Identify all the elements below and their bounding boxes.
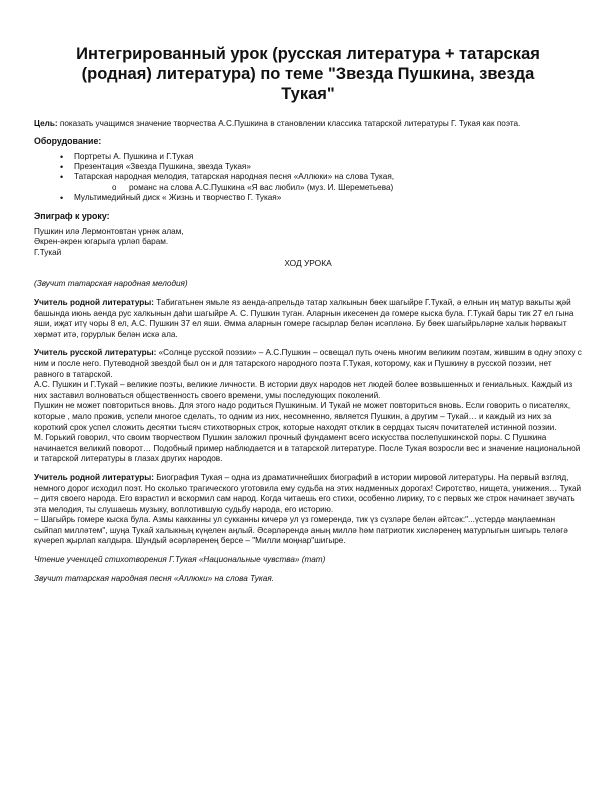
native-teacher-paragraph-3: – Шагыйрь гомере кыска була. Азмы какканны ул сукканны кичерә ул үз гомерендә, тик үз сүзләре белән әйтсәк:"...үстердә маңлаемнан сыйпап милләтем", шуңа Тукай халыкның күңелен аңлый. Әсәрләрендә аның миллә һәм патриотик хисләренең матурлыгын шигырь теләгә күчереп җырлап калдыра. Шундый әсәрләренең берсе – "Милли моңнар"шигыре. — [34, 515, 568, 546]
native-teacher-text: Табигатьнен ямьле яз аенда-апрельдә татар халкынын бөек шагыйре Г.Тукай, ә елнын иң матур вакыты җәй башында июнь аенда рус халкынын даһи шагыйре А. С. Пушкин туган. Аларнын икесенен дә гомере кыска була. Г.Тукай бары тик 27 ел гына яши, иҗат итү чоры 8 ел, А.С. Пушкин 37 ел яши. Әмма аларнын гомере гасырлар белән исәпләнә. Бу бөек шагыйрьләрне халык һәрвакыт хөрмәт итә, горурлык белән искә ала. — [34, 298, 574, 339]
list-item: • Презентация «Звезда Пушкина, звезда Тукая» — [74, 162, 582, 172]
native-teacher-paragraph-1 — [34, 298, 582, 340]
russian-teacher-paragraph: Пушкин не может повториться вновь. Для этого надо родиться Пушкиным. И Тукай не может повториться вновь. Если говорить о писателях, которые , мало прожив, успели многое сделать, то одним из них, несомненно, является Пушкин, а другим – Тукай… и каждый из них за короткий срок успел сложить десятки тысяч стихотворных строк, которые находят отклик в сердцах тысяч почитателей истинной поэзии. — [34, 401, 571, 432]
song-note: Звучит татарская народная песня «Аллюки» на слова Тукая. — [34, 573, 274, 583]
russian-teacher-paragraph: М. Горький говорил, что своим творчеством Пушкин заложил прочный фундамент всего искусства послепушкинской поры. С Пушкина начинается великий поворот… Подобный пример наблюдается и в татарской литературе. После Тукая возросли вес и значение национальной и татарской литературы в глазах других народов. — [34, 433, 581, 464]
russian-teacher-label: Учитель русской литературы: — [34, 348, 157, 358]
goal-label: Цель: — [34, 119, 58, 128]
document-page — [34, 44, 582, 589]
goal-paragraph — [34, 119, 582, 130]
equipment-heading: Оборудование: — [34, 135, 102, 146]
list-item: • Татарская народная мелодия, татарская народная песня «Аллюки» на слова Тукая, — [74, 172, 582, 182]
epigraph-author: Г.Тукай — [34, 247, 62, 257]
native-teacher-label: Учитель родной литературы: — [34, 298, 155, 307]
list-item: • Мультимедийный диск « Жизнь и творчество Г. Тукая» — [74, 193, 582, 203]
list-item: • Портреты А. Пушкина и Г.Тукая — [74, 152, 582, 162]
lesson-heading: ХОД УРОКА — [284, 258, 332, 269]
epigraph-heading: Эпиграф к уроку: — [34, 210, 110, 221]
native-teacher-paragraph-2 — [34, 473, 582, 515]
equipment-list — [34, 152, 582, 204]
reading-note: Чтение ученицей стихотворения Г.Тукая «Национальные чувства» (тат) — [34, 555, 326, 565]
goal-text: показать учащимся значение творчества А.С.Пушкина в становлении классика татарской литературы Г. Тукая как поэта. — [57, 119, 521, 128]
epigraph-line: Әкрен-әкрен югарыга үрләп барам. — [34, 237, 169, 247]
document-title: Интегрированный урок (русская литература + татарская (родная) литература) по теме "Звезда Пушкина, звезда Тукая" — [76, 45, 540, 103]
native-teacher-text: Биография Тукая – одна из драматичнейших биографий в истории мировой литературы. На первый взгляд, немного дорог исходил поэт. Но сколько трагического уготовила ему судьба на этих надменных дорогах! Сиротство, нищета, унижения… Тукай – дитя своего народа. Его взрастил и вскормил сам народ. Когда читаешь его стихи, особенно лирику, то с первых же строк начинает звучать эта мелодия, ты слушаешь музыку, воплотившую судьбу народа, его историю. — [34, 472, 582, 514]
russian-teacher-text: «Солнце русской поэзии» – А.С.Пушкин – освещал путь очень многим великим поэтам, жившим в одну эпоху с ним и после него. Путеводной звездой был он и для татарского народного поэта Г.Тукая, которому, как и Пушкину в русской поэзии, нет равного в татарской. — [34, 348, 582, 379]
native-teacher-label: Учитель родной литературы: — [34, 472, 155, 482]
russian-teacher-paragraph — [34, 348, 582, 380]
epigraph-line: Пушкин илә Лермонтовтан үрнәк алам, — [34, 226, 184, 236]
list-subitem: o романс на слова А.С.Пушкина «Я вас любил» (муз. И. Шереметьева) — [74, 183, 582, 193]
russian-teacher-paragraph: А.С. Пушкин и Г.Тукай – великие поэты, великие личности. В истории двух народов нет людей более возвышенных и гениальных. Каждый из них заставил волноваться общественность своего времени, умы последующих поколений. — [34, 380, 573, 400]
melody-note: (Звучит татарская народная мелодия) — [34, 279, 188, 289]
